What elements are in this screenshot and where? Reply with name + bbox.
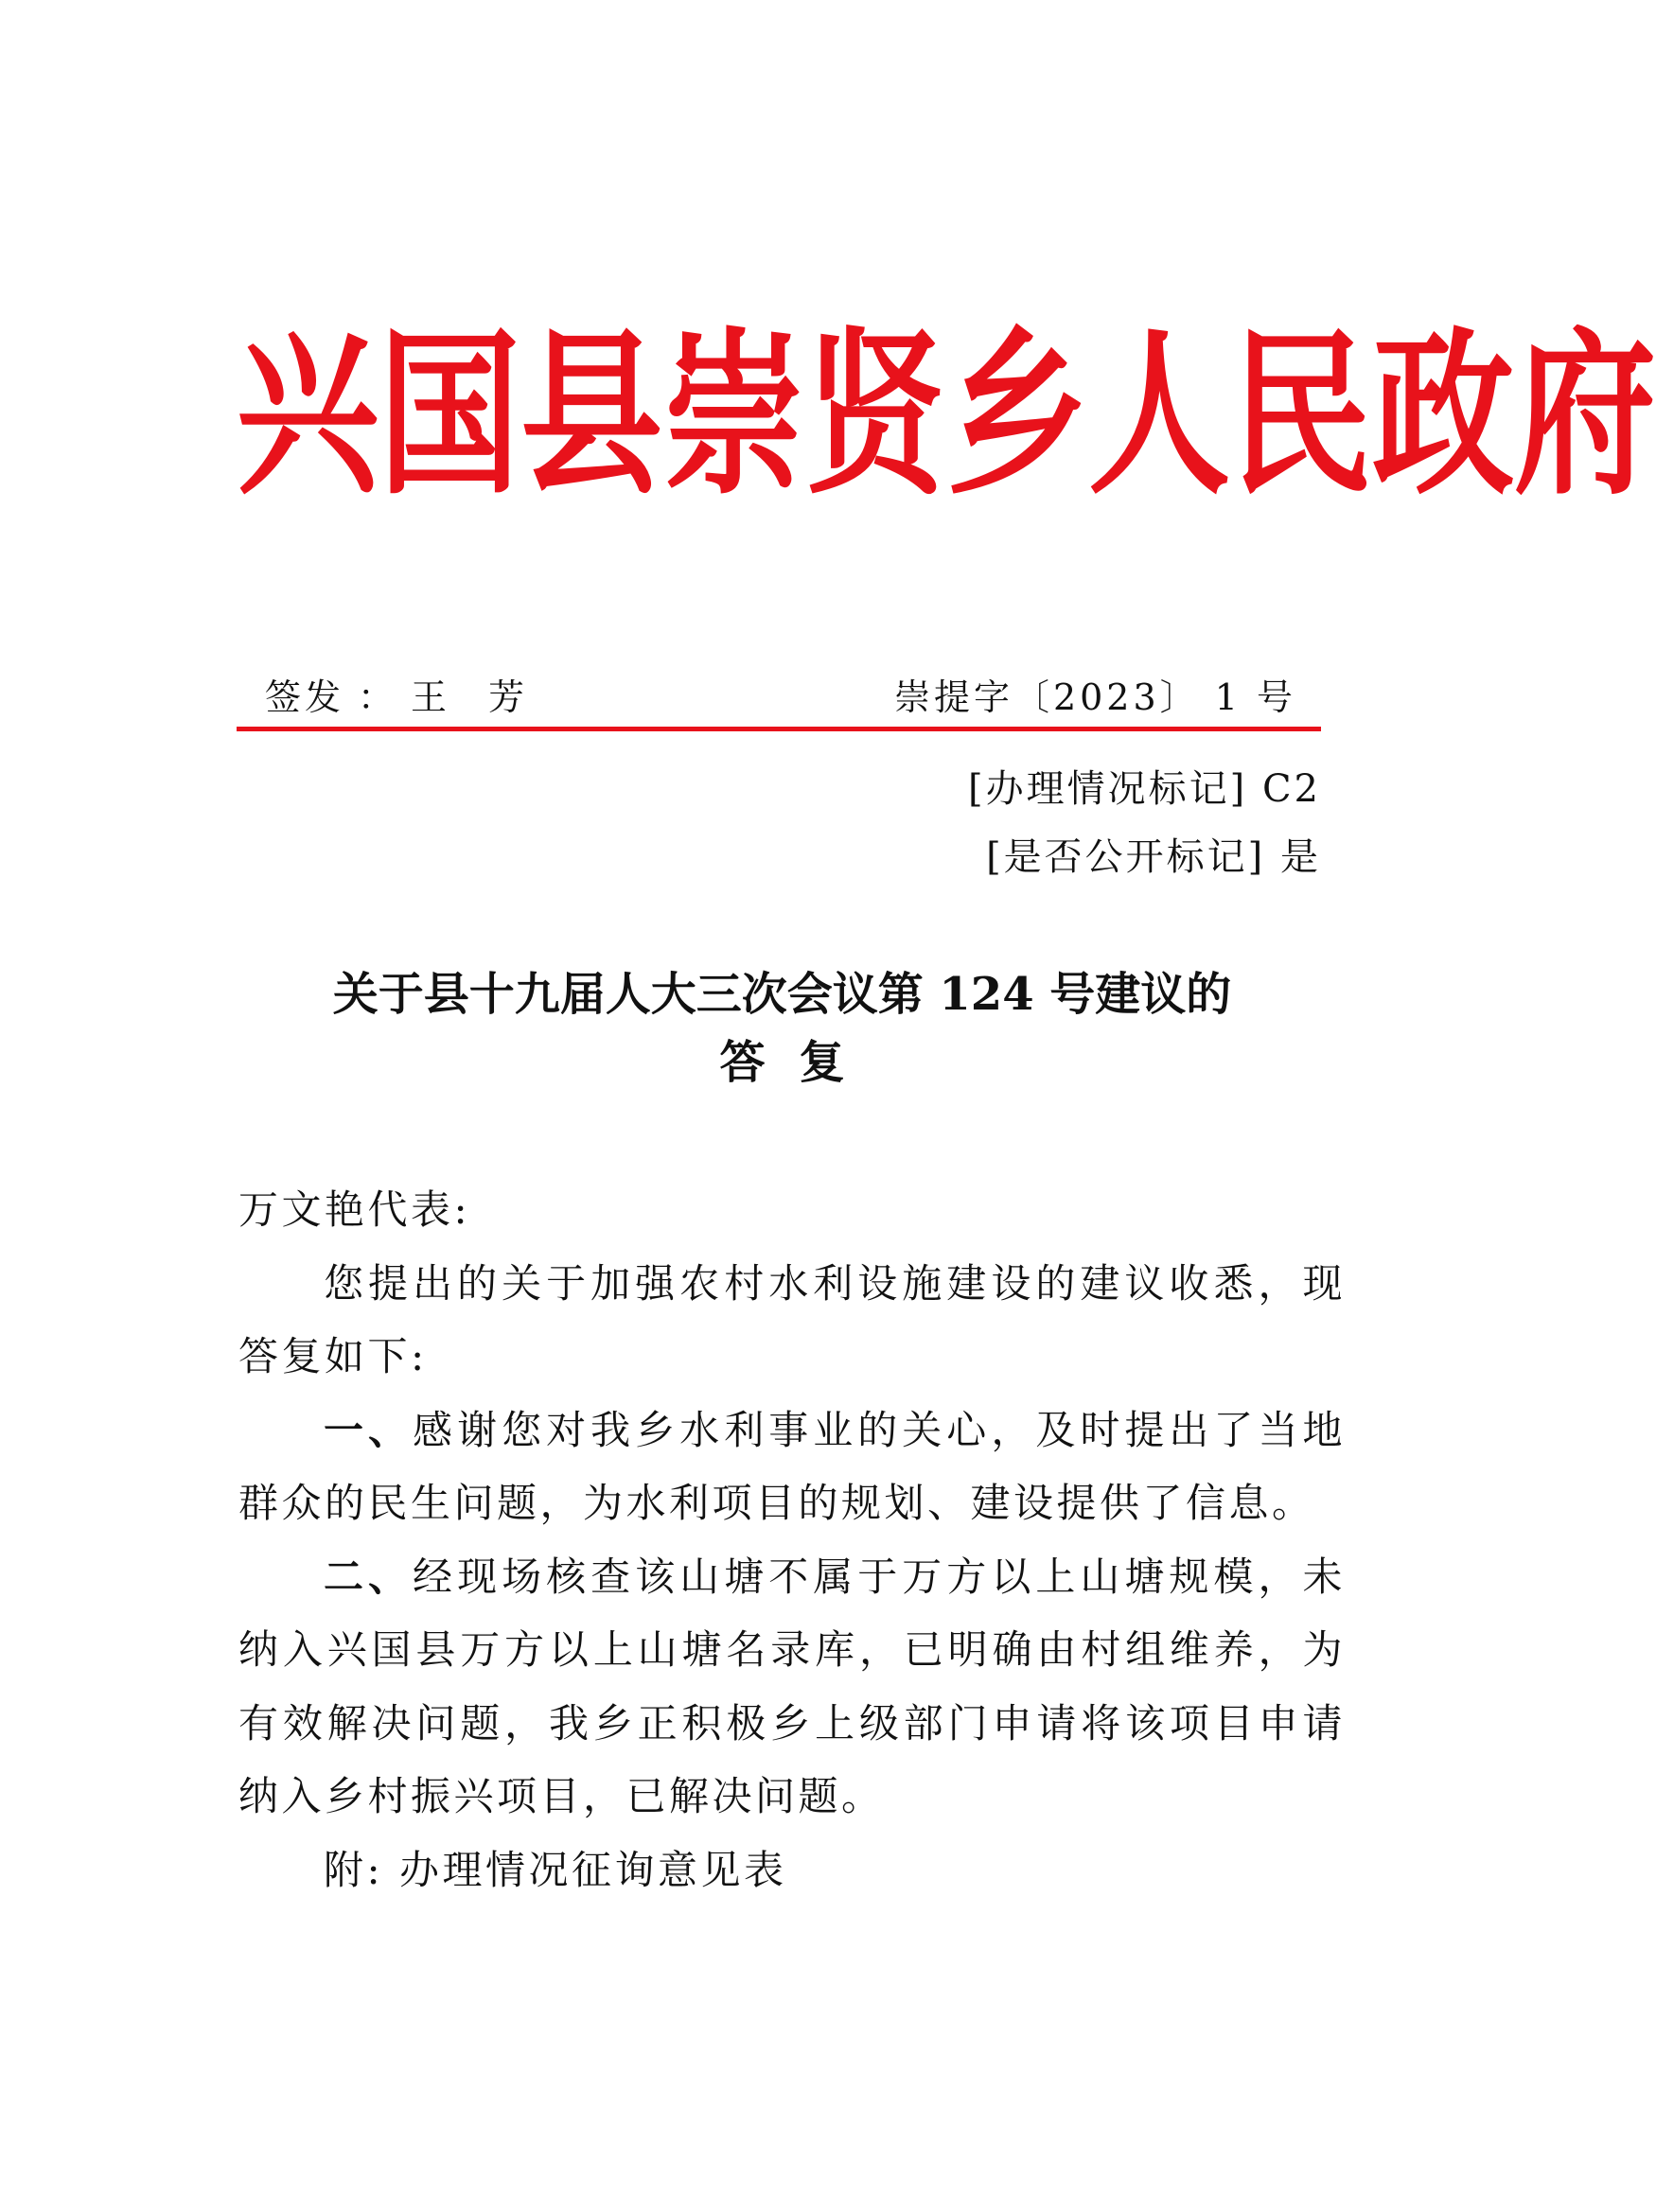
signature-row — [237, 674, 1315, 721]
point-two-text: 经现场核查该山塘不属于万方以上山塘规模，未纳入兴国县万方以上山塘名录库，已明确由村组维养，为有效解决问题，我乡正积极乡上级部门申请将该项目申请纳入乡村振兴项目，已解决问题。 — [238, 1553, 1346, 1819]
point-two-paragraph — [238, 1540, 1346, 1834]
document-number: 崇提字〔2023〕 1 号 — [893, 676, 1296, 718]
point-two-number: 二、 — [324, 1553, 414, 1600]
salutation: 万文艳代表: — [238, 1186, 471, 1233]
issuer-label: 签发 — [265, 676, 345, 718]
point-one-paragraph — [238, 1394, 1346, 1540]
masthead-char: 府 — [1514, 313, 1656, 519]
public-status-mark: [是否公开标记] 是 — [986, 835, 1321, 879]
document-body — [238, 1173, 1346, 1906]
intro-paragraph: 您提出的关于加强农村水利设施建设的建议收悉，现答复如下: — [238, 1259, 1346, 1379]
masthead-char: 崇 — [662, 313, 805, 519]
issuer-block — [265, 674, 566, 721]
issuer-name: 王芳 — [411, 676, 567, 718]
masthead-char: 政 — [1372, 313, 1515, 519]
handling-status-mark: [办理情况标记] C2 — [968, 767, 1321, 811]
masthead-char: 人 — [1088, 313, 1231, 519]
point-one-text: 感谢您对我乡水利事业的关心，及时提出了当地群众的民生问题，为水利项目的规划、建设提供了信息。 — [238, 1406, 1346, 1526]
issuer-separator: ： — [358, 676, 398, 718]
red-divider-line — [237, 727, 1321, 731]
masthead-char: 国 — [379, 313, 521, 519]
masthead-char: 乡 — [946, 313, 1089, 519]
masthead-char: 民 — [1230, 313, 1373, 519]
document-title-line-1: 关于县十九届人大三次会议第 124 号建议的 — [332, 968, 1232, 1021]
attachment-line: 附: 办理情况征询意见表 — [324, 1846, 787, 1893]
point-one-number: 一、 — [324, 1406, 414, 1453]
masthead-char: 县 — [520, 313, 663, 519]
masthead-char: 贤 — [804, 313, 947, 519]
document-title-line-2: 答复 — [719, 1036, 879, 1089]
masthead-char: 兴 — [237, 313, 379, 519]
government-masthead — [237, 313, 1656, 519]
